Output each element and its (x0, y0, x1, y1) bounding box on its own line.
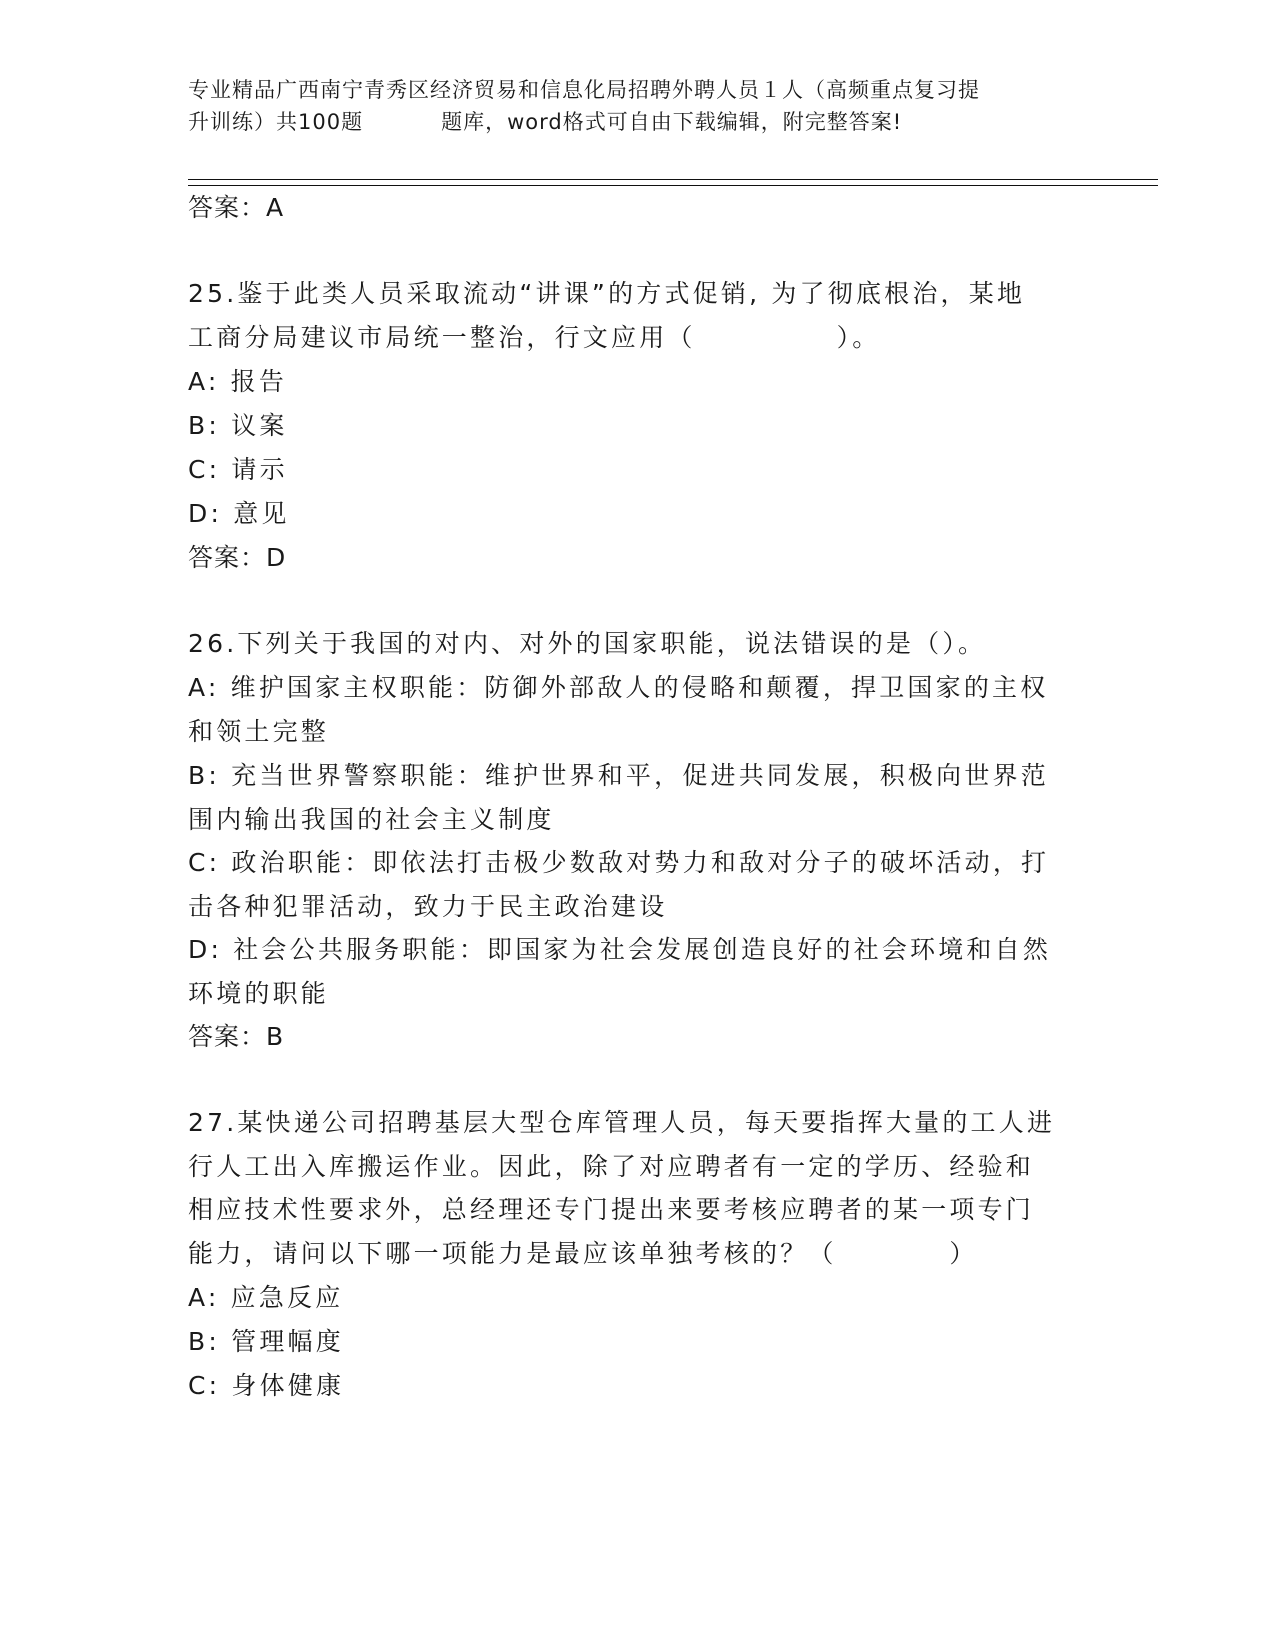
q25-stem-line-1: 25.鉴于此类人员采取流动“讲课”的方式促销, 为了彻底根治，某地 (188, 279, 1026, 308)
q26-option-c-line-2: 击各种犯罪活动，致力于民主政治建设 (188, 892, 668, 921)
q25-option-b: B: 议案 (188, 411, 288, 440)
q25-option-c: C: 请示 (188, 455, 288, 484)
answer-24: 答案：A (188, 193, 285, 222)
header-title-line-1: 专业精品广西南宁青秀区经济贸易和信息化局招聘外聘人员１人（高频重点复习提 (188, 78, 980, 102)
header-rule-bottom (188, 185, 1158, 186)
q26-option-b-line-2: 围内输出我国的社会主义制度 (188, 805, 555, 834)
header-title-part-a: 升训练）共100题 (188, 110, 364, 134)
q27-option-b: B: 管理幅度 (188, 1327, 344, 1356)
header-title-part-b: 题库，word格式可自由下载编辑，附完整答案! (441, 110, 903, 134)
q27-option-a: A: 应急反应 (188, 1283, 344, 1312)
q26-option-a-line-1: A: 维护国家主权职能：防御外部敌人的侵略和颠覆，捍卫国家的主权 (188, 673, 1049, 702)
q26-option-c-line-1: C: 政治职能：即依法打击极少数敌对势力和敌对分子的破坏活动，打 (188, 848, 1050, 877)
q27-stem-line-1: 27.某快递公司招聘基层大型仓库管理人员，每天要指挥大量的工人进 (188, 1108, 1056, 1137)
q26-option-b-line-1: B: 充当世界警察职能：维护世界和平，促进共同发展，积极向世界范 (188, 761, 1049, 790)
q26-option-d-line-2: 环境的职能 (188, 979, 330, 1008)
q26-option-a-line-2: 和领土完整 (188, 717, 330, 746)
q25-option-d: D: 意见 (188, 499, 290, 528)
header-title-line-2 (188, 106, 1088, 138)
answer-26: 答案：B (188, 1022, 285, 1051)
q27-option-c: C: 身体健康 (188, 1371, 345, 1400)
page-header (188, 74, 1088, 138)
q26-stem: 26.下列关于我国的对内、对外的国家职能，说法错误的是（）。 (188, 629, 987, 658)
q26-option-d-line-1: D: 社会公共服务职能：即国家为社会发展创造良好的社会环境和自然 (188, 935, 1052, 964)
q25-stem-line-2: 工商分局建议市局统一整治，行文应用（ ）。 (188, 323, 881, 352)
q27-stem-line-2: 行人工出入库搬运作业。因此，除了对应聘者有一定的学历、经验和 (188, 1152, 1035, 1181)
q25-option-a: A: 报告 (188, 367, 288, 396)
header-rule-top (188, 179, 1158, 180)
answer-25: 答案：D (188, 543, 287, 572)
q27-stem-line-3: 相应技术性要求外，总经理还专门提出来要考核应聘者的某一项专门 (188, 1195, 1035, 1224)
q27-stem-line-4: 能力，请问以下哪一项能力是最应该单独考核的？（ ） (188, 1239, 978, 1268)
